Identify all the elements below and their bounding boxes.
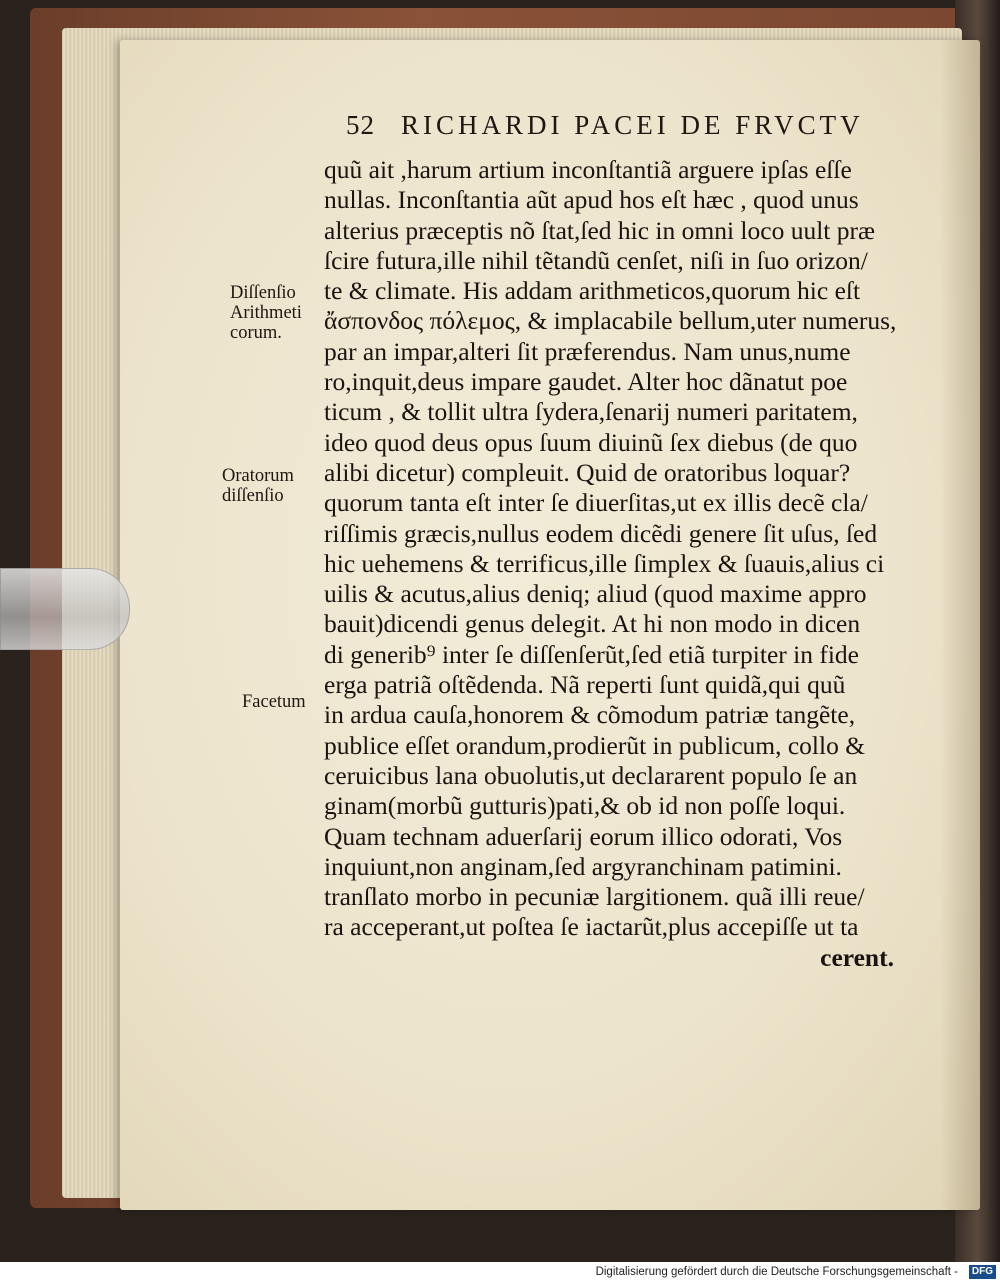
text-line: ra acceperant,ut poſtea ſe iactarũt,plus accepiſſe ut ta bbox=[324, 912, 859, 942]
dfg-logo: DFG bbox=[969, 1265, 996, 1279]
text-line: par an impar,alteri ſit præferendus. Nam unus,nume bbox=[324, 336, 851, 366]
side-note-line: Oratorum bbox=[222, 466, 294, 486]
side-note-line: Diſſenſio bbox=[230, 283, 296, 303]
side-note-line: diſſenſio bbox=[222, 486, 284, 506]
body-text bbox=[324, 155, 897, 973]
side-note-line: Arithmeti bbox=[230, 303, 302, 323]
text-line: ticum , & tollit ultra ſydera,ſenarij numeri paritatem, bbox=[324, 397, 858, 427]
text-line: ſcire futura,ille nihil tẽtandũ cenſet, niſi in ſuo orizon/ bbox=[324, 245, 868, 275]
text-line: ideo quod deus opus ſuum diuinũ ſex diebus (de quo bbox=[324, 427, 858, 457]
text-line: quorum tanta eſt inter ſe diuerſitas,ut ex illis decẽ cla/ bbox=[324, 488, 868, 518]
text-line: ceruicibus lana obuolutis,ut declararent populo ſe an bbox=[324, 760, 858, 790]
text-line: uilis & acutus,alius deniq; aliud (quod maxime appro bbox=[324, 579, 867, 609]
digitization-footer bbox=[0, 1262, 1000, 1282]
text-line: alterius præceptis nõ ſtat,ſed hic in omni loco uult præ bbox=[324, 215, 875, 245]
text-line: alibi dicetur) compleuit. Quid de oratoribus loquar? bbox=[324, 457, 851, 487]
side-note-arithmetici bbox=[230, 283, 302, 343]
text-line: in ardua cauſa,honorem & cõmodum patriæ tangẽte, bbox=[324, 700, 856, 730]
text-line: erga patriã oſtẽdenda. Nã reperti ſunt quidã,qui quũ bbox=[324, 670, 846, 700]
text-line: ro,inquit,deus impare gaudet. Alter hoc dãnatut poe bbox=[324, 367, 848, 397]
running-title: RICHARDI PACEI DE FRVCTV bbox=[401, 110, 864, 140]
text-line: riſſimis græcis,nullus eodem dicẽdi genere ſit uſus, ſed bbox=[324, 518, 878, 548]
catchword: cerent. bbox=[820, 942, 894, 972]
text-line: publice eſſet orandum,prodierũt in publicum, collo & bbox=[324, 730, 866, 760]
text-line: hic uehemens & terrificus,ille ſimplex & ſuauis,alius ci bbox=[324, 548, 885, 578]
text-line: bauit)dicendi genus delegit. At hi non modo in dicen bbox=[324, 609, 861, 639]
text-line: di generib⁹ inter ſe diſſenſerũt,ſed etiã turpiter in fide bbox=[324, 639, 859, 669]
text-line: Quam technam aduerſarij eorum illico odorati, Vos bbox=[324, 821, 843, 851]
page-number: 52 bbox=[346, 110, 375, 140]
text-line: te & climate. His addam arithmeticos,quorum hic eſt bbox=[324, 276, 861, 306]
text-line: tranſlato morbo in pecuniæ largitionem. quã illi reue/ bbox=[324, 882, 865, 912]
side-note-line: corum. bbox=[230, 323, 282, 343]
side-note-facetum bbox=[242, 692, 306, 712]
text-line: ἄσπονδος πόλεμος, & implacabile bellum,uter numerus, bbox=[324, 306, 897, 336]
side-note-oratorum bbox=[222, 466, 294, 506]
text-line: inquiunt,non anginam,ſed argyranchinam patimini. bbox=[324, 851, 842, 881]
text-line: quũ ait ,harum artium inconſtantiã arguere ipſas eſſe bbox=[324, 155, 852, 184]
page-clip bbox=[0, 568, 130, 650]
side-note-line: Facetum bbox=[242, 692, 306, 712]
footer-credit: Digitalisierung gefördert durch die Deutsche Forschungsgemeinschaft - bbox=[595, 1266, 958, 1278]
running-head bbox=[346, 110, 866, 150]
text-line: ginam(morbũ gutturis)pati,& ob id non poſſe loqui. bbox=[324, 791, 846, 821]
text-line: nullas. Inconſtantia aũt apud hos eſt hæc , quod unus bbox=[324, 185, 859, 215]
